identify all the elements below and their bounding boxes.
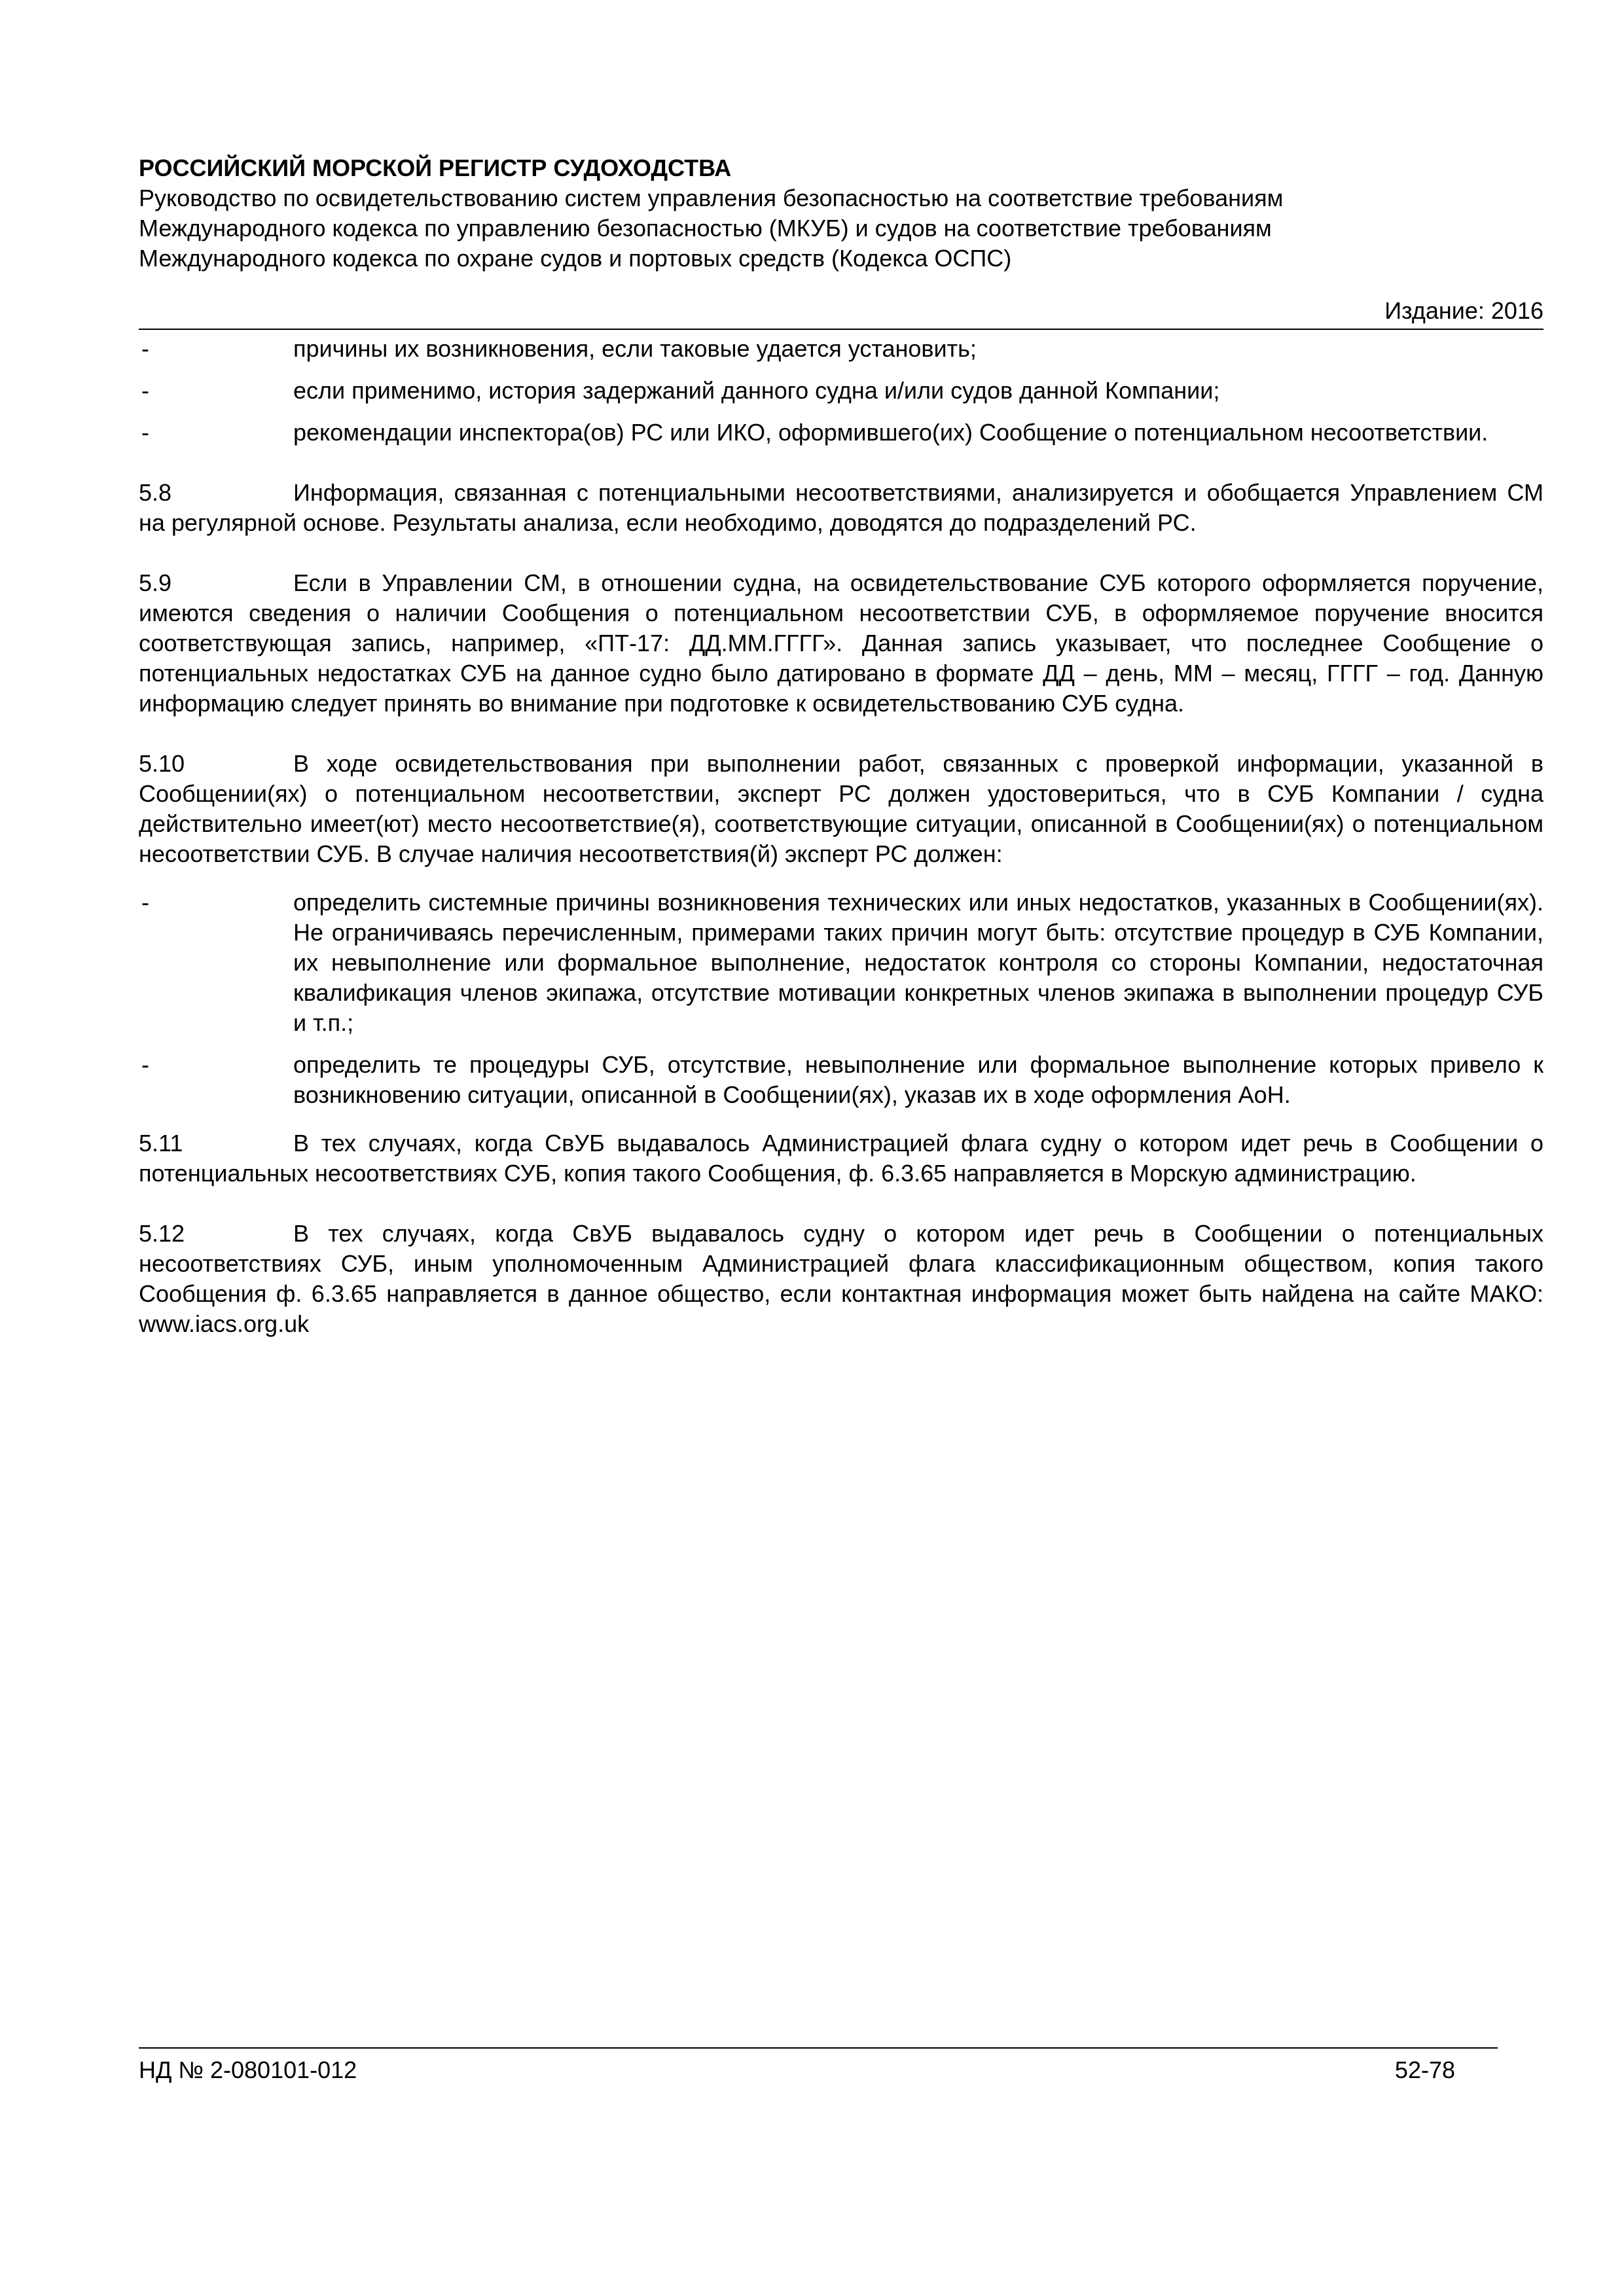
list-dash: - <box>141 889 149 916</box>
list-item-text: определить те процедуры СУБ, отсутствие, невыполнение или формальное выполнение которых привело к возникновению ситуации, описанной в Сообщении(ях), указав их в ходе оформления AoH. <box>293 1051 1543 1108</box>
organization-name: РОССИЙСКИЙ МОРСКОЙ РЕГИСТР СУДОХОДСТВА <box>139 154 732 181</box>
list-item-text: определить системные причины возникновения технических или иных недостатков, указанных в Сообщении(ях). Не ограничиваясь перечисленным, примерами таких причин могут быть: отсутствие процедур в СУБ Компании, их невыполнение или формальное выполнение, недостаток контроля со стороны Компании, недостаточная квалификация членов экипажа, отсутствие мотивации конкретных членов экипажа в выполнении процедур СУБ и т.п.; <box>293 889 1543 1036</box>
document-header <box>139 153 1543 274</box>
section-5-10 <box>139 749 1543 869</box>
list-dash: - <box>141 377 149 404</box>
edition-label: Издание: 2016 <box>1384 297 1543 324</box>
section-text: В тех случаях, когда СвУБ выдавалось Администрацией флага судну о котором идет речь в Сообщении о потенциальных несоответствиях СУБ, копия такого Сообщения, ф. 6.3.65 направляется в Морскую администрацию. <box>139 1130 1543 1187</box>
list-item <box>139 1050 1543 1110</box>
section-5-9 <box>139 568 1543 719</box>
section-text: Информация, связанная с потенциальными несоответствиями, анализируется и обобщается Управлением СМ на регулярной основе. Результаты анализа, если необходимо, доводятся до подразделений РС. <box>139 479 1543 536</box>
document-title-line: Международного кодекса по управлению безопасностью (МКУБ) и судов на соответствие требованиям <box>139 215 1272 242</box>
list-dash: - <box>141 335 149 362</box>
section-number: 5.8 <box>139 479 172 506</box>
section-5-11 <box>139 1128 1543 1189</box>
list-item <box>139 888 1543 1038</box>
footer-divider <box>139 2047 1498 2049</box>
list-dash: - <box>141 1051 149 1078</box>
list-item-text: если применимо, история задержаний данного судна и/или судов данной Компании; <box>293 377 1220 404</box>
section-text: Если в Управлении СМ, в отношении судна, на освидетельствование СУБ которого оформляется поручение, имеются сведения о наличии Сообщения о потенциальном несоответствии СУБ, в оформляемое поручение вносится соответствующая запись, например, «ПТ-17: ДД.ММ.ГГГГ». Данная запись указывает, что последнее Сообщение о потенциальных недостатках СУБ на данное судно было датировано в формате ДД – день, ММ – месяц, ГГГГ – год. Данную информацию следует принять во внимание при подготовке к освидетельствованию СУБ судна. <box>139 569 1543 717</box>
list-dash: - <box>141 419 149 446</box>
section-text: В ходе освидетельствования при выполнении работ, связанных с проверкой информации, указанной в Сообщении(ях) о потенциальном несоответствии, эксперт РС должен удостовериться, что в СУБ Компании / судна действительно имеет(ют) место несоответствие(я), соответствующие ситуации, описанной в Сообщении(ях) о потенциальном несоответствии СУБ. В случае наличия несоответствия(й) эксперт РС должен: <box>139 750 1543 867</box>
section-5-12 <box>139 1219 1543 1339</box>
list-item <box>139 418 1543 448</box>
section-5-8 <box>139 478 1543 538</box>
document-body <box>139 334 1543 1339</box>
document-number: НД № 2-080101-012 <box>139 2056 357 2083</box>
header-divider <box>139 329 1543 330</box>
section-number: 5.11 <box>139 1130 183 1157</box>
list-item-text: рекомендации инспектора(ов) РС или ИКО, оформившего(их) Сообщение о потенциальном несоответствии. <box>293 419 1489 446</box>
list-item <box>139 376 1543 406</box>
section-number: 5.10 <box>139 750 185 777</box>
list-item-text: причины их возникновения, если таковые удается установить; <box>293 335 977 362</box>
document-title-line: Руководство по освидетельствованию систем управления безопасностью на соответствие требованиям <box>139 185 1284 211</box>
section-number: 5.12 <box>139 1220 185 1247</box>
section-text: В тех случаях, когда СвУБ выдавалось судну о котором идет речь в Сообщении о потенциальных несоответствиях СУБ, иным уполномоченным Администрацией флага классификационным обществом, копия такого Сообщения ф. 6.3.65 направляется в данное общество, если контактная информация может быть найдена на сайте МАКО: www.iacs.org.uk <box>139 1220 1543 1337</box>
list-item <box>139 334 1543 364</box>
document-title-line: Международного кодекса по охране судов и портовых средств (Кодекса ОСПС) <box>139 245 1012 272</box>
section-number: 5.9 <box>139 569 172 596</box>
page-number: 52-78 <box>1394 2056 1455 2083</box>
